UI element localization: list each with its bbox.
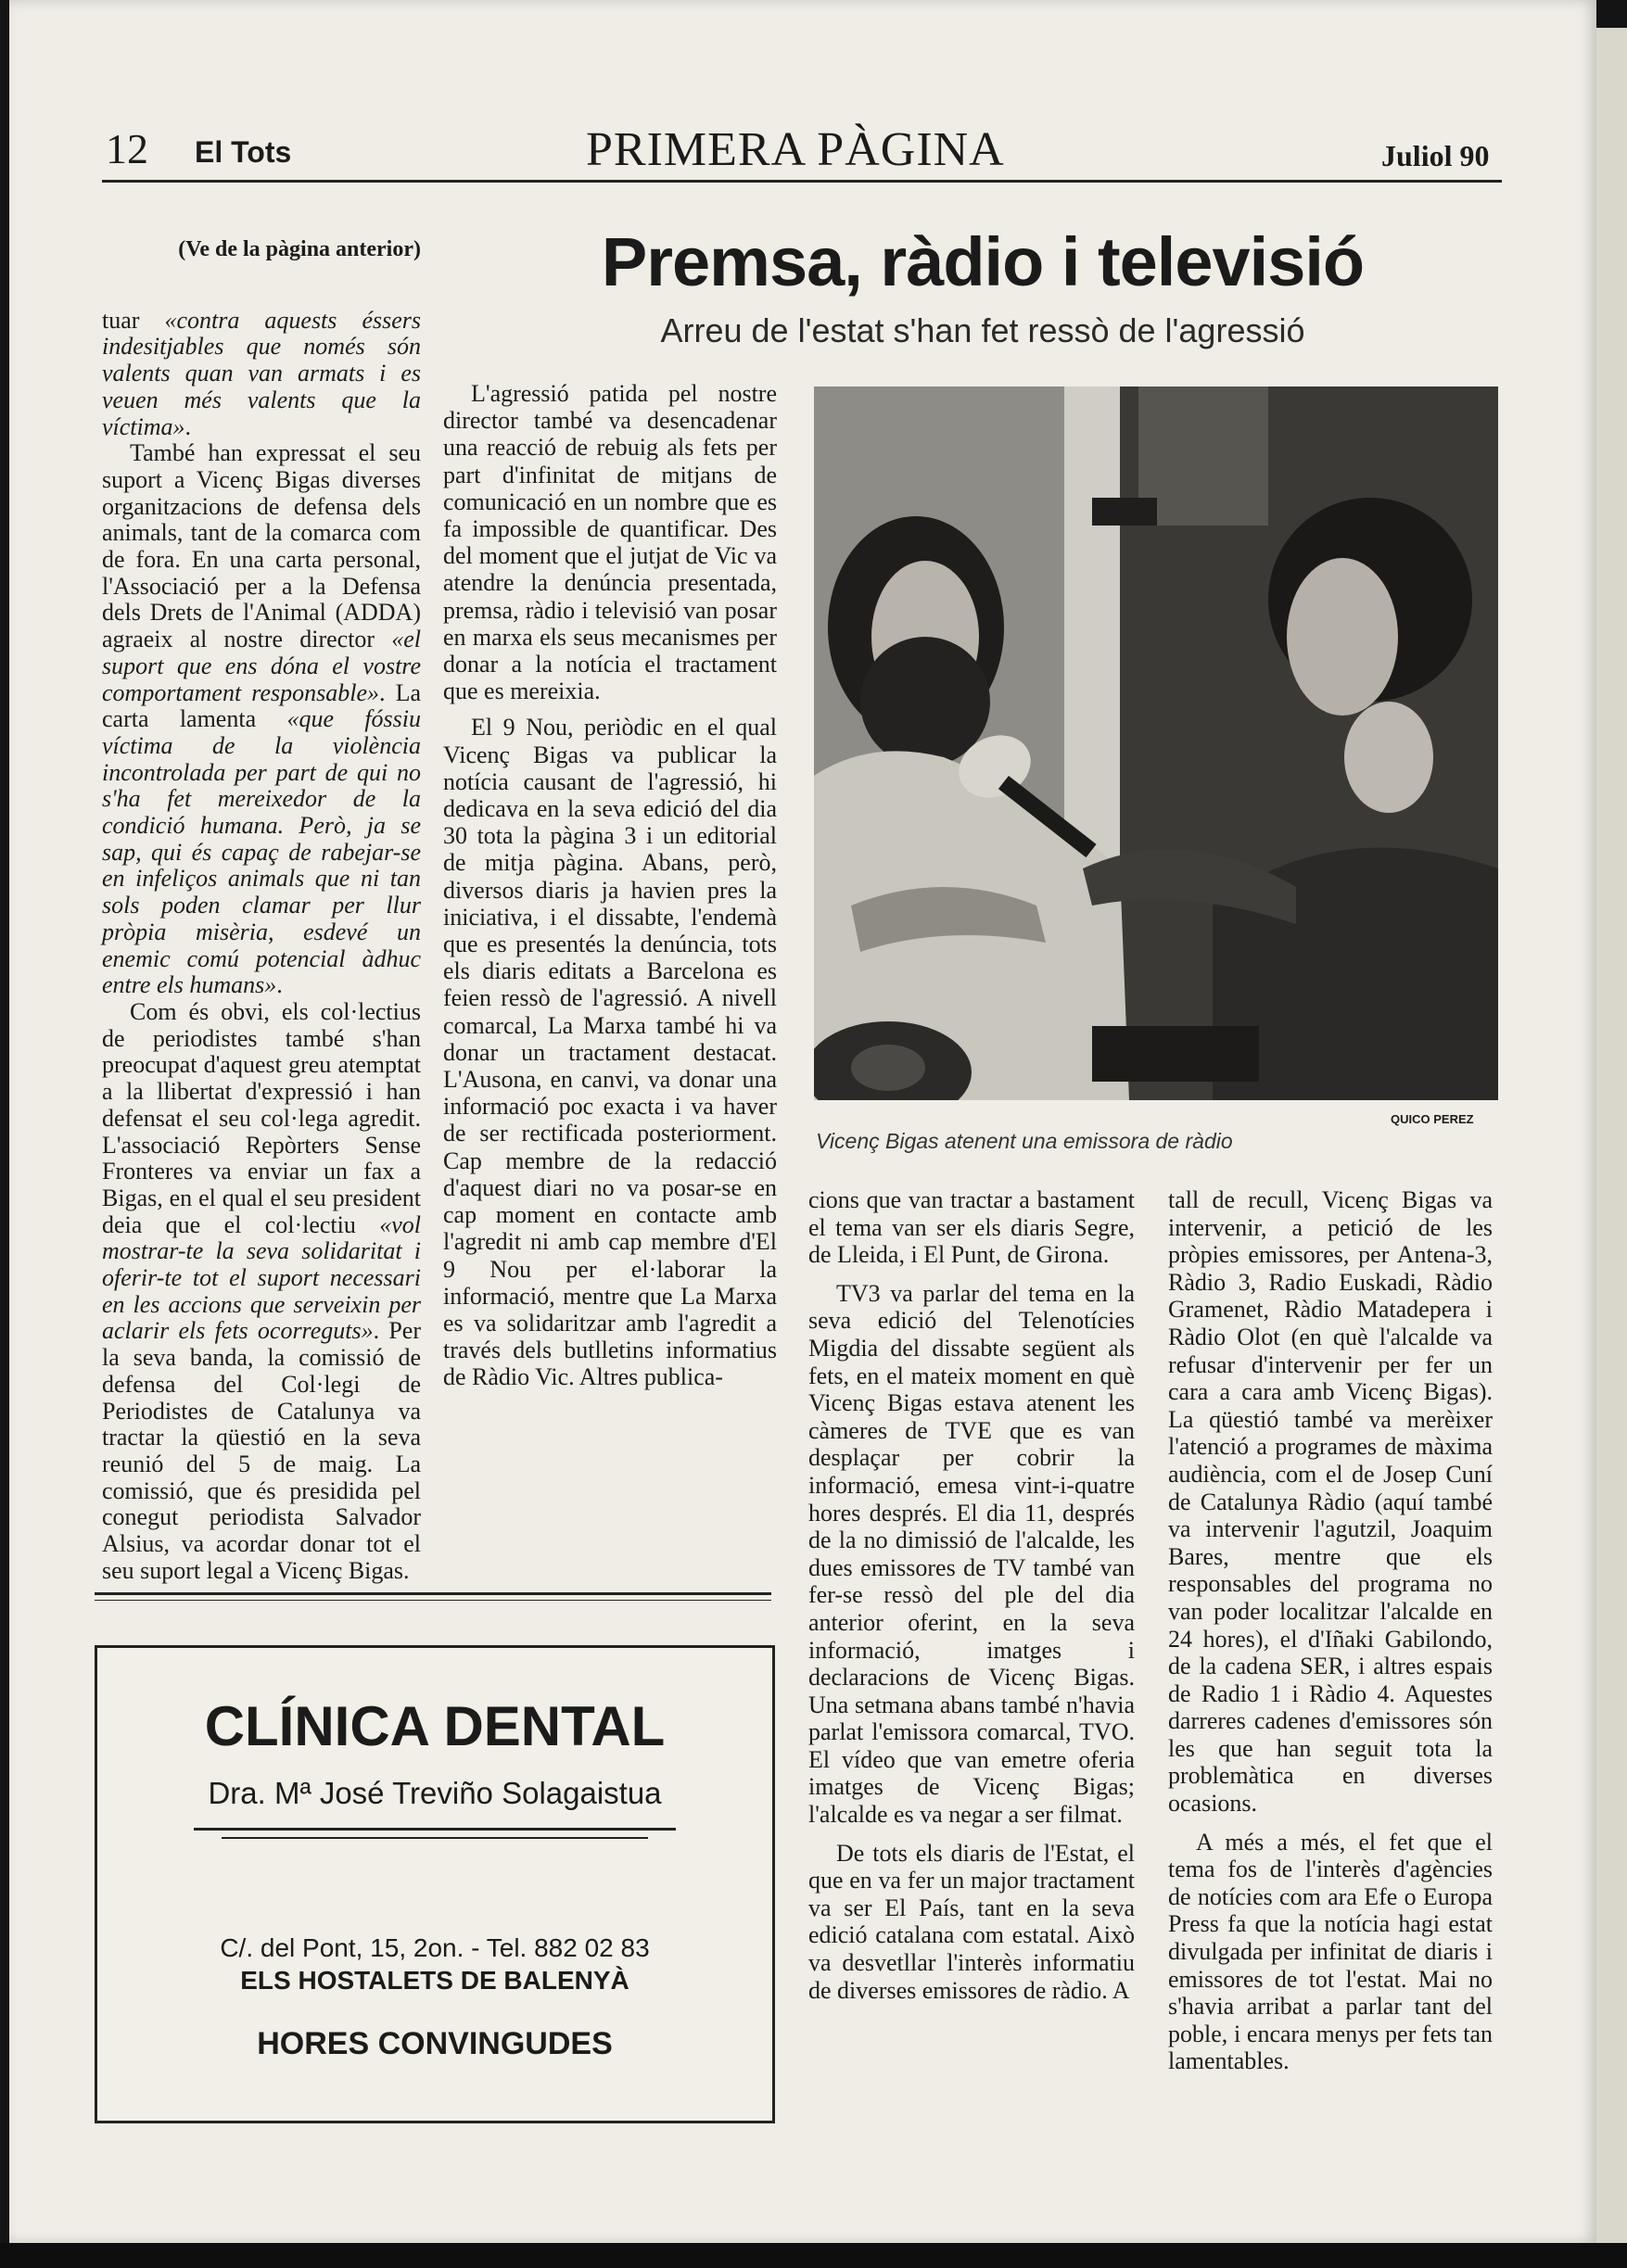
left-paragraph-3 — [102, 999, 421, 1584]
article-subhead: Arreu de l'estat s'han fet ressò de l'agressió — [660, 311, 1305, 349]
scan-border — [0, 2243, 1627, 2268]
bottom-column-1 — [808, 1186, 1135, 2015]
text-run: També han expressat el seu suport a Vicenç Bigas diverses organitzacions de defensa dels animals, tant de la comarca com de fora. En una carta personal, l'Associació per a la Defensa dels Drets de l'Animal (ADDA) agraeix al nostre director — [102, 439, 421, 653]
quote: «el suport que ens dóna el vostre comportament responsable» — [102, 626, 421, 706]
text-run: . La carta lamenta — [102, 678, 421, 733]
ad-address: C/. del Pont, 15, 2on. - Tel. 882 02 83 — [220, 1933, 650, 1962]
text-run: Com és obvi, els col·lectius de periodistes també s'han preocupat d'aquest greu atemptat a la llibertat d'expressió i han defensat el seu col·lega agredit. L'associació Repòrters Sense Fronteres va enviar un fax a Bigas, en el qual el seu president deia que el col·lectiu — [102, 997, 421, 1238]
quote: «contra aquests éssers indesitjables que només són valents quan van armats i es veuen més valents que la víctima» — [102, 306, 421, 440]
middle-column — [443, 380, 777, 1400]
b1-paragraph-2: TV3 va parlar del tema en la seva edició del Telenotícies Migdia del dissabte següent als fets, en el mateix moment en què Vicenç Bigas estava atenent les càmeres de TVE que es van desplaçar per cobrir la informació, emesa vint-i-quatre hores després. El dia 11, després de la no dimissió de l'alcalde, les dues emissores de TV també van fer-se ressò del ple del dia anterior oferint, en la seva informació, imatges i declaracions de Vicenç Bigas. Una setmana abans també n'havia parlat l'emissora comarcal, TVO. El vídeo que van emetre oferia imatges de Vicenç Bigas; l'alcalde es va negar a ser filmat. — [808, 1279, 1135, 1829]
issue-date: Juliol 90 — [1381, 139, 1490, 172]
ad-doctor: Dra. Mª José Treviño Solagaistua — [208, 1776, 662, 1810]
next-page-edge — [1596, 28, 1627, 2243]
b2-paragraph-1: tall de recull, Vicenç Bigas va intervenir, a petició de les pròpies emissores, per Antena-3, Ràdio 3, Radio Euskadi, Ràdio Gramenet, Ràdio Matadepera i Ràdio Olot (en què l'alcalde va refusar d'intervenir per fer un cara a cara amb Vicenç Bigas). La qüestió també va merèixer l'atenció a programes de màxima audiència, com el de Josep Cuní de Catalunya Ràdio (aquí també va intervenir l'agutzil, Joaquim Bares, mentre que els responsables del programa no van poder localitzar l'alcalde en 24 hores), el d'Iñaki Gabilondo, de la cadena SER, i altres espais de Radio 1 i Ràdio 4. Aquestes darreres cadenes d'emissores són les que han seguit tota la problemàtica en diverses ocasions. — [1168, 1186, 1493, 1818]
ad-separator-top — [95, 1592, 771, 1595]
dental-clinic-ad — [95, 1645, 775, 2123]
bottom-column-2 — [1168, 1186, 1493, 2086]
interview-photo — [814, 386, 1498, 1100]
page-number: 12 — [106, 125, 148, 172]
text-run: tuar — [102, 306, 165, 334]
mid-paragraph-2: El 9 Nou, periòdic en el qual Vicenç Bigas va publicar la notícia causant de l'agressió, hi dedicava en la seva edició del dia 30 tota la pàgina 3 i un editorial de mitja pàgina. Abans, però, diversos diaris ja havien pres la iniciativa, i el dissabte, l'endemà que es presentés la denúncia, tots els diaris editats a Barcelona es feien ressò de l'agressió. A nivell comarcal, La Marxa també hi va donar un tractament destacat. L'Ausona, en canvi, va donar una informació poc exacta i va haver de ser rectificada posteriorment. Cap membre de la redacció d'aquest diari no va posar-se en cap moment en contacte amb l'agredit ni amb cap membre d'El 9 Nou per el·laborar la informació, mentre que La Marxa es va solidaritzar amb l'agredit a través dels butlletins informatius de Ràdio Vic. Altres publica- — [443, 714, 777, 1391]
ad-rule-thin — [222, 1837, 648, 1839]
section-title: PRIMERA PÀGINA — [586, 123, 1005, 176]
left-paragraph-1 — [102, 308, 421, 441]
continued-note: (Ve de la pàgina anterior) — [178, 237, 421, 261]
b1-paragraph-1: cions que van tractar a bastament el tema van ser els diaris Segre, de Lleida, i El Punt, de Girona. — [808, 1186, 1135, 1269]
ad-separator-bottom — [95, 1600, 771, 1601]
quote: «que fóssiu víctima de la violència incontrolada per part de qui no s'ha fet mereixedor de la condició humana. Però, ja se sap, qui és capaç de rabejar-se en infeliços animals que ni tan sols poden clamar per llur pròpia misèria, esdevé un enemic comú potencial àdhuc entre els humans» — [102, 705, 421, 999]
ad-hours: HORES CONVINGUDES — [257, 2026, 613, 2061]
b2-paragraph-2: A més a més, el fet que el tema fos de l'interès d'agències de notícies com ara Efe o Europa Press fa que la notícia hagi estat divulgada per infinitat de diaris i emissores de tot l'estat. Mai no s'havia arribat a parlar tant del poble, i encara menys per fets tan lamentables. — [1168, 1828, 1493, 2075]
ad-town: ELS HOSTALETS DE BALENYÀ — [240, 1966, 629, 1995]
publication-name: El Tots — [195, 135, 292, 169]
header-rule — [102, 180, 1502, 183]
photo-illustration — [814, 386, 1498, 1100]
article-headline: Premsa, ràdio i televisió — [601, 223, 1365, 300]
ad-title: CLÍNICA DENTAL — [204, 1695, 666, 1757]
photo-caption: Vicenç Bigas atenent una emissora de ràdio — [816, 1129, 1233, 1153]
newspaper-page — [9, 0, 1596, 2243]
b1-paragraph-3: De tots els diaris de l'Estat, el que en va fer un major tractament va ser El País, tant en la seva edició catalana com estatal. Això va desvetllar l'interès informatiu de diverses emissores de ràdio. A — [808, 1839, 1135, 2004]
ad-rule — [194, 1828, 676, 1831]
photo-credit: QUICO PEREZ — [1391, 1112, 1474, 1126]
quote: «vol mostrar-te la seva solidaritat i oferir-te tot el suport necessari en les accions que serveixin per aclarir els fets ocorreguts» — [102, 1210, 421, 1345]
text-run: . Per la seva banda, la comissió de defensa del Col·legi de Periodistes de Catalunya va tractar la qüestió en la seva reunió del 5 de maig. La comissió, que és presidida pel conegut periodista Salvador Alsius, va acordar donar tot el seu suport legal a Vicenç Bigas. — [102, 1317, 421, 1584]
left-column — [102, 236, 421, 1584]
text-run: . — [184, 412, 192, 440]
mid-paragraph-1: L'agressió patida pel nostre director també va desencadenar una reacció de rebuig als fets per part d'infinitat de mitjans de comunicació en un nombre que es fa impossible de quantificar. Des del moment que el jutjat de Vic va atendre la denúncia presentada, premsa, ràdio i televisió van posar en marxa els seus mecanismes per donar a la notícia el tractament que es mereixia. — [443, 380, 777, 705]
left-paragraph-2 — [102, 440, 421, 999]
text-run: . — [276, 971, 283, 999]
